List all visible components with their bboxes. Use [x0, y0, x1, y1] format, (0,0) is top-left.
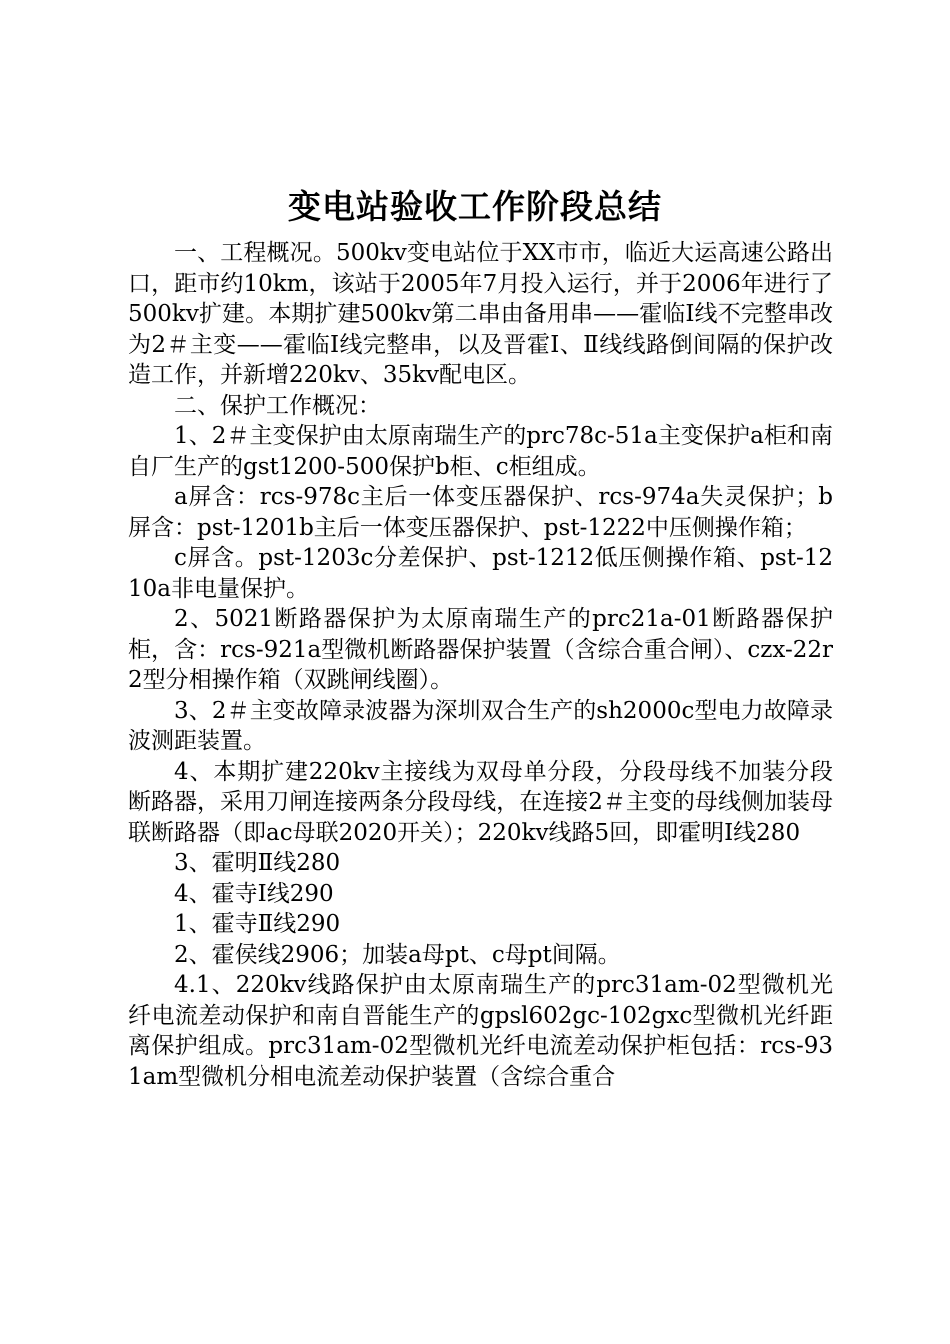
paragraph-line-huosi-1: 4、霍寺Ⅰ线290 [174, 880, 334, 907]
paragraph-220kv-wiring: 4、本期扩建220kv主接线为双母单分段，分段母线不加装分段断路器，采用刀闸连接两条分段母线，在连接2＃主变的母线侧加装母联断路器（即ac母联2020开关）；220kv线路5回，即霍明Ⅰ线280 [128, 758, 833, 846]
paragraph-line-huosi-2: 1、霍寺Ⅱ线290 [174, 911, 341, 937]
paragraph-line-huohou: 2、霍侯线2906；加装a母pt、c母pt间隔。 [174, 941, 621, 968]
paragraph-line-huoming-2: 3、霍明Ⅱ线280 [174, 850, 341, 876]
paragraph-220kv-line-protection: 4.1、220kv线路保护由太原南瑞生产的prc31am-02型微机光纤电流差动保护和南自晋能生产的gpsl602gc-102gxc型微机光纤距离保护组成。prc31am-02型微机光纤电流差动保护柜包括：rcs-931am型微机分相电流差动保护装置（含综合重合 [128, 972, 833, 1090]
paragraph-main-transformer-protection: 1、2＃主变保护由太原南瑞生产的prc78c-51a主变保护a柜和南自厂生产的gst1200-500保护b柜、c柜组成。 [128, 423, 833, 480]
paragraph-panel-a-b: a屏含：rcs-978c主后一体变压器保护、rcs-974a失灵保护；b屏含：pst-1201b主后一体变压器保护、pst-1222中压侧操作箱； [128, 484, 833, 541]
paragraph-protection-overview-heading: 二、保护工作概况： [174, 392, 381, 419]
paragraph-fault-recorder: 3、2＃主变故障录波器为深圳双合生产的sh2000c型电力故障录波测距装置。 [128, 697, 833, 754]
paragraph-breaker-protection: 2、5021断路器保护为太原南瑞生产的prc21a-01断路器保护柜，含：rcs-921a型微机断路器保护装置（含综合重合闸）、czx-22r2型分相操作箱（双跳闸线圈）。 [128, 606, 833, 693]
paragraph-panel-c: c屏含。pst-1203c分差保护、pst-1212低压侧操作箱、pst-1210a非电量保护。 [128, 545, 833, 602]
document-title: 变电站验收工作阶段总结 [288, 187, 662, 226]
document-body [128, 238, 833, 1092]
paragraph-project-overview: 一、工程概况。500kv变电站位于XX市市，临近大运高速公路出口，距市约10km，该站于2005年7月投入运行，并于2006年进行了500kv扩建。本期扩建500kv第二串由备用串——霍临Ⅰ线不完整串改为2＃主变——霍临Ⅰ线完整串，以及晋霍Ⅰ、Ⅱ线线路倒间隔的保护改造工作，并新增220kv、35kv配电区。 [128, 240, 833, 388]
